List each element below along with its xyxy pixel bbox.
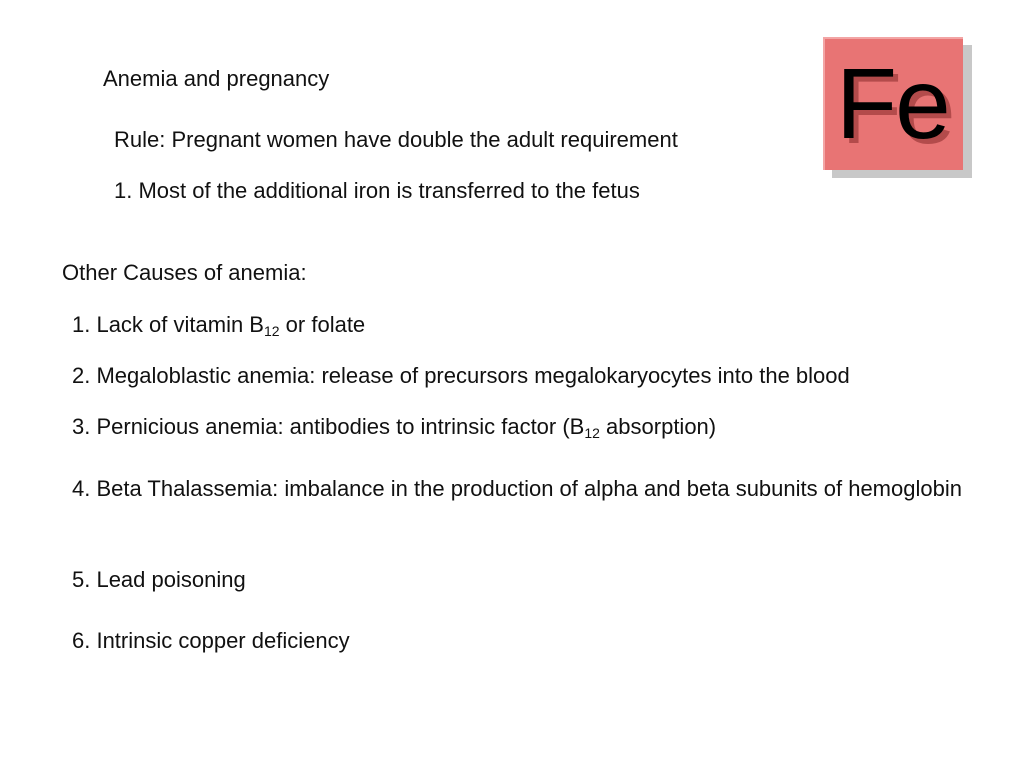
- cause-item-1: [72, 312, 365, 338]
- cause-3-subscript: 12: [584, 425, 600, 441]
- cause-1-subscript: 12: [263, 323, 280, 339]
- rule-text: Rule: Pregnant women have double the adult requirement: [114, 127, 678, 152]
- cause-item-4: 4. Beta Thalassemia: imbalance in the production of alpha and beta subunits of hemoglobin: [72, 476, 962, 501]
- cause-item-5: 5. Lead poisoning: [72, 567, 246, 592]
- cause-item-3: [72, 414, 716, 440]
- cause-3-text-end: absorption): [599, 414, 717, 439]
- cause-3-text: 3. Pernicious anemia: antibodies to intrinsic factor (B: [72, 414, 585, 439]
- slide-title: Anemia and pregnancy: [103, 66, 330, 91]
- point-1: 1. Most of the additional iron is transferred to the fetus: [114, 178, 640, 203]
- other-causes-heading: Other Causes of anemia:: [62, 260, 307, 285]
- cause-1-text: 1. Lack of vitamin B: [72, 312, 264, 337]
- cause-1-text-end: or folate: [279, 312, 366, 337]
- fe-logo-text: Fe: [836, 48, 949, 160]
- cause-item-2: 2. Megaloblastic anemia: release of precursors megalokaryocytes into the blood: [72, 363, 850, 388]
- cause-item-6: 6. Intrinsic copper deficiency: [72, 628, 350, 653]
